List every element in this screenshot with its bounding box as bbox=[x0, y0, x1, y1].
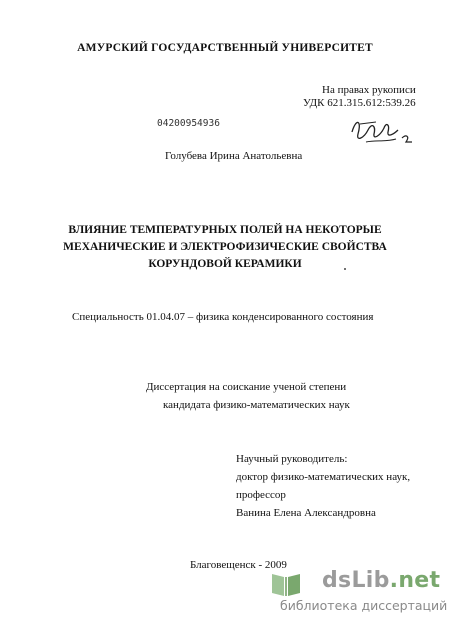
author-name: Голубева Ирина Анатольевна bbox=[165, 150, 303, 162]
signature-icon bbox=[346, 112, 416, 152]
watermark-brand-tld: .net bbox=[389, 568, 441, 593]
stray-dot bbox=[344, 268, 346, 270]
title-line: ВЛИЯНИЕ ТЕМПЕРАТУРНЫХ ПОЛЕЙ НА НЕКОТОРЫЕ bbox=[68, 224, 382, 236]
city-year: Благовещенск - 2009 bbox=[190, 559, 287, 571]
supervisor-degree: доктор физико-математических наук, bbox=[236, 471, 411, 483]
supervisor-label: Научный руководитель: bbox=[236, 453, 348, 465]
watermark bbox=[270, 568, 448, 616]
book-icon bbox=[270, 570, 302, 598]
watermark-subtitle: библиотека диссертаций bbox=[280, 598, 448, 613]
inventory-number: 04200954936 bbox=[157, 118, 220, 129]
supervisor-name: Ванина Елена Александровна bbox=[236, 507, 376, 519]
watermark-brand-main: dsLib bbox=[322, 568, 390, 593]
dissertation-type: Диссертация на соискание ученой степени bbox=[146, 381, 347, 393]
title-line: МЕХАНИЧЕСКИЕ И ЭЛЕКТРОФИЗИЧЕСКИЕ СВОЙСТВА bbox=[63, 241, 387, 253]
udk-code: УДК 621.315.612:539.26 bbox=[303, 97, 416, 109]
watermark-brand bbox=[322, 568, 440, 593]
supervisor-rank: профессор bbox=[236, 489, 286, 501]
title-line: КОРУНДОВОЙ КЕРАМИКИ bbox=[148, 258, 302, 270]
university-name: АМУРСКИЙ ГОСУДАРСТВЕННЫЙ УНИВЕРСИТЕТ bbox=[77, 42, 373, 54]
speciality: Специальность 01.04.07 – физика конденсированного состояния bbox=[72, 311, 374, 323]
dissertation-title bbox=[0, 222, 450, 273]
rights-note: На правах рукописи bbox=[322, 84, 416, 96]
degree-sought: кандидата физико-математических наук bbox=[163, 399, 350, 411]
